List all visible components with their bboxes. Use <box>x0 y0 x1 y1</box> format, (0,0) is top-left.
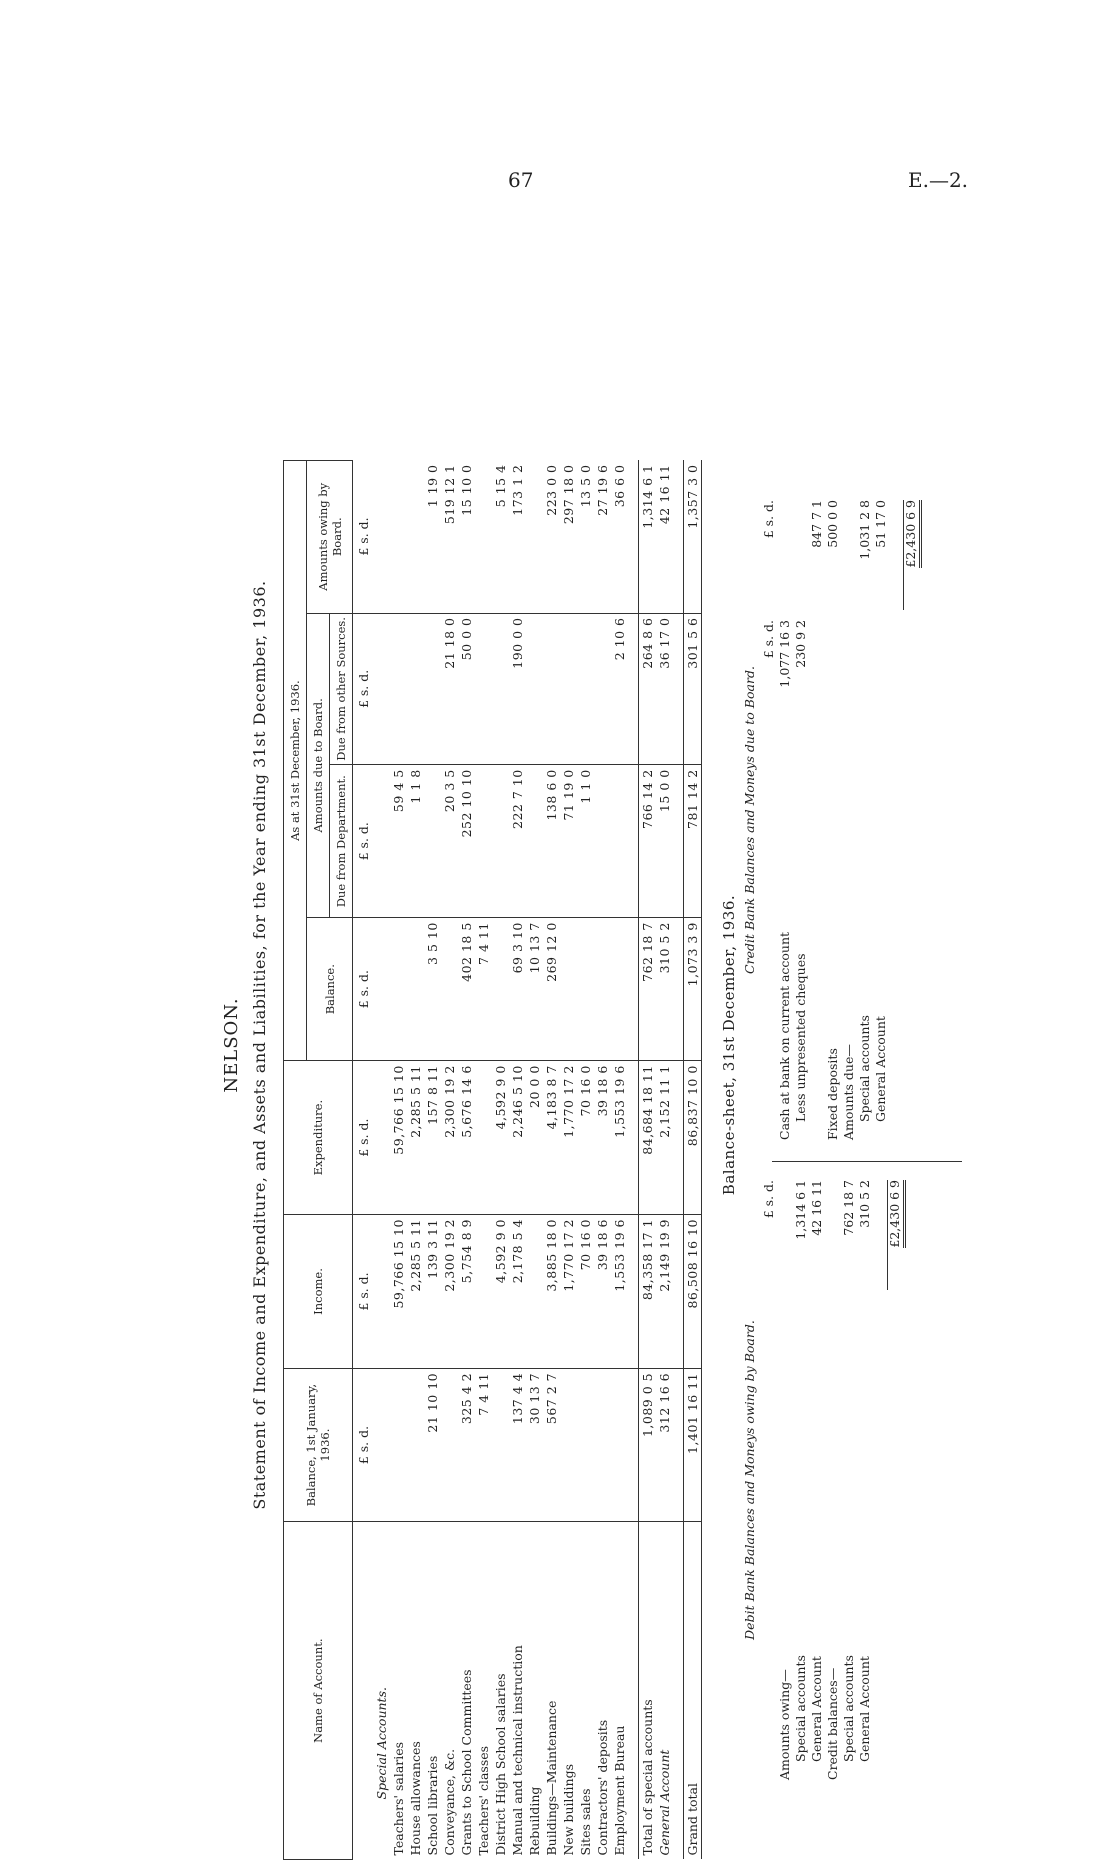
cell-bal2 <box>577 918 594 1061</box>
cell-owing: 297 18 0 <box>560 461 577 614</box>
cell-bal2 <box>594 918 611 1061</box>
units: £ s. d. <box>353 918 374 1061</box>
balance-value: 1,314 6 1 <box>793 1180 808 1240</box>
balance-sheet-title: Balance-sheet, 31st December, 1936. <box>720 894 738 1196</box>
cell-exp: 4,592 9 0 <box>492 1061 509 1215</box>
balance-row <box>777 500 793 1140</box>
cell-other: 21 18 0 <box>441 613 458 765</box>
cell-bal2 <box>390 918 407 1061</box>
units: £ s. d. <box>353 1368 374 1521</box>
cell-owing <box>390 461 407 614</box>
cell-owing: 36 6 0 <box>611 461 628 614</box>
col-owing: Amounts owing by Board. <box>307 461 353 614</box>
account-name: Employment Bureau <box>612 1725 627 1856</box>
cell-owing: 1,314 6 1 <box>639 461 657 614</box>
cell-bal1: 1,089 0 5 <box>639 1368 657 1521</box>
cell-owing: 1 19 0 <box>424 461 441 614</box>
cell-exp: 39 18 6 <box>594 1061 611 1215</box>
spacer <box>889 500 903 1140</box>
account-name: Teachers' salaries <box>391 1741 406 1856</box>
cell-other: 2 10 6 <box>611 613 628 765</box>
cell-bal2: 310 5 2 <box>656 918 673 1061</box>
cell-inc: 4,592 9 0 <box>492 1215 509 1369</box>
cell-bal2: 69 3 10 <box>509 918 526 1061</box>
col-name: Name of Account. <box>284 1522 353 1860</box>
cell-dept: 138 6 0 <box>543 765 560 918</box>
cell-bal1 <box>560 1368 577 1521</box>
cell-owing: 15 10 0 <box>458 461 475 614</box>
cell-dept <box>526 765 543 918</box>
balance-value: 1,031 2 8 <box>857 500 872 560</box>
account-name: New buildings <box>561 1763 576 1856</box>
cell-owing <box>407 461 424 614</box>
cell-other: 264 8 6 <box>639 613 657 765</box>
cell-bal1 <box>594 1368 611 1521</box>
cell-inc: 2,300 19 2 <box>441 1215 458 1369</box>
cell-inc: 59,766 15 10 <box>390 1215 407 1369</box>
units: £ s. d. <box>353 613 374 765</box>
cell-inc: 84,358 17 1 <box>639 1215 657 1369</box>
cell-exp: 4,183 8 7 <box>543 1061 560 1215</box>
units: £ s. d. <box>761 620 776 659</box>
balance-total: £2,430 6 9 <box>903 500 922 568</box>
col-as-at: As at 31st December, 1936. <box>284 461 307 1061</box>
cell-exp: 2,152 11 1 <box>656 1061 673 1215</box>
col-expenditure: Expenditure. <box>284 1061 353 1215</box>
spacer-row <box>628 461 639 1860</box>
cell-bal2: 269 12 0 <box>543 918 560 1061</box>
cell-exp: 1,553 19 6 <box>611 1061 628 1215</box>
balance-value: 51 17 0 <box>873 500 888 548</box>
town-heading: NELSON. <box>221 997 242 1093</box>
balance-value: 762 18 7 <box>841 1180 856 1236</box>
table-row <box>684 461 702 1860</box>
cell-bal1: 325 4 2 <box>458 1368 475 1521</box>
col-balance-open: Balance, 1st January, 1936. <box>284 1368 353 1521</box>
account-name: Manual and technical instruction <box>510 1645 525 1856</box>
table-row <box>560 461 577 1860</box>
table-row <box>594 461 611 1860</box>
cell-bal2: 402 18 5 <box>458 918 475 1061</box>
rotated-content <box>215 230 1035 1860</box>
cell-other <box>390 613 407 765</box>
balance-row <box>809 500 825 1140</box>
table-row <box>611 461 628 1860</box>
cell-exp <box>475 1061 492 1215</box>
balance-sheet <box>742 480 992 1780</box>
units: £ s. d. <box>761 1180 776 1219</box>
balance-row <box>857 500 873 1140</box>
section-heading: Special Accounts. <box>374 1687 389 1800</box>
units: £ s. d. <box>353 1061 374 1215</box>
balance-value: 310 5 2 <box>857 1180 872 1228</box>
account-name: Teachers' classes <box>476 1745 491 1856</box>
cell-bal2: 1,073 3 9 <box>684 918 702 1061</box>
balance-label: Fixed deposits <box>825 1048 840 1140</box>
cell-exp: 5,676 14 6 <box>458 1061 475 1215</box>
cell-bal1: 312 16 6 <box>656 1368 673 1521</box>
balance-sheet-divider <box>772 1161 962 1162</box>
table-row <box>390 461 407 1860</box>
balance-value: 42 16 11 <box>809 1180 824 1236</box>
cell-inc <box>526 1215 543 1369</box>
cell-dept: 15 0 0 <box>656 765 673 918</box>
cell-dept <box>424 765 441 918</box>
col-due-other: Due from other Sources. <box>330 613 353 765</box>
balance-row <box>825 1180 841 1780</box>
section-row <box>373 461 390 1860</box>
cell-bal1: 1,401 16 11 <box>684 1368 702 1521</box>
cell-bal2: 762 18 7 <box>639 918 657 1061</box>
balance-sheet-credit <box>742 500 919 1140</box>
balance-sheet-debit <box>742 1180 903 1780</box>
units: £ s. d. <box>353 765 374 918</box>
cell-dept: 1 1 0 <box>577 765 594 918</box>
cell-inc <box>475 1215 492 1369</box>
cell-bal1: 7 4 11 <box>475 1368 492 1521</box>
cell-dept: 222 7 10 <box>509 765 526 918</box>
balance-label: Less unpresented cheques <box>793 953 808 1122</box>
cell-inc: 70 16 0 <box>577 1215 594 1369</box>
balance-label: Amounts owing— <box>777 1669 792 1780</box>
page-code: E.—2. <box>908 168 969 192</box>
balance-total-row <box>887 1180 903 1780</box>
table-row <box>577 461 594 1860</box>
cell-other <box>560 613 577 765</box>
balance-row <box>777 1180 793 1780</box>
table-row <box>407 461 424 1860</box>
balance-label: Credit balances— <box>825 1667 840 1780</box>
cell-bal2: 7 4 11 <box>475 918 492 1061</box>
table-row <box>526 461 543 1860</box>
cell-dept: 1 1 8 <box>407 765 424 918</box>
cell-owing: 223 0 0 <box>543 461 560 614</box>
cell-dept <box>611 765 628 918</box>
table-row <box>475 461 492 1860</box>
table-row <box>509 461 526 1860</box>
account-name: Buildings—Maintenance <box>544 1700 559 1856</box>
table-row <box>458 461 475 1860</box>
balance-label: General Account <box>873 1016 888 1122</box>
cell-owing <box>475 461 492 614</box>
cell-bal1 <box>441 1368 458 1521</box>
balance-total-row <box>903 500 919 1140</box>
col-balance: Balance. <box>307 918 353 1061</box>
cell-inc: 5,754 8 9 <box>458 1215 475 1369</box>
cell-bal1: 21 10 10 <box>424 1368 441 1521</box>
cell-owing: 1,357 3 0 <box>684 461 702 614</box>
cell-bal1: 30 13 7 <box>526 1368 543 1521</box>
balance-label: Special accounts <box>857 1015 872 1122</box>
account-name: General Account <box>657 1749 672 1856</box>
balance-row <box>841 500 857 1140</box>
cell-bal2: 3 5 10 <box>424 918 441 1061</box>
debit-heading: Debit Bank Balances and Moneys owing by Board. <box>742 1320 757 1640</box>
account-name: Rebuilding <box>527 1786 542 1856</box>
balance-row <box>857 1180 873 1780</box>
balance-label: Special accounts <box>841 1655 856 1762</box>
cell-other <box>407 613 424 765</box>
account-name: District High School salaries <box>493 1673 508 1856</box>
account-name: Grants to School Committees <box>459 1669 474 1856</box>
balance-value: 500 0 0 <box>825 500 840 548</box>
balance-label: Cash at bank on current account <box>777 931 792 1140</box>
cell-dept: 766 14 2 <box>639 765 657 918</box>
table-row <box>424 461 441 1860</box>
balance-label: General Account <box>809 1656 824 1762</box>
cell-owing: 519 12 1 <box>441 461 458 614</box>
cell-other <box>577 613 594 765</box>
table-row <box>656 461 673 1860</box>
cell-other <box>492 613 509 765</box>
cell-other <box>526 613 543 765</box>
statement-table <box>283 460 702 1860</box>
col-income: Income. <box>284 1215 353 1369</box>
cell-bal2 <box>407 918 424 1061</box>
cell-bal1 <box>611 1368 628 1521</box>
cell-bal1 <box>407 1368 424 1521</box>
units: £ s. d. <box>353 461 374 614</box>
cell-inc: 1,770 17 2 <box>560 1215 577 1369</box>
cell-inc: 2,178 5 4 <box>509 1215 526 1369</box>
cell-dept <box>594 765 611 918</box>
cell-dept <box>475 765 492 918</box>
balance-row <box>873 500 889 1140</box>
cell-dept <box>492 765 509 918</box>
cell-dept: 781 14 2 <box>684 765 702 918</box>
balance-row <box>793 500 809 1140</box>
cell-owing: 42 16 11 <box>656 461 673 614</box>
cell-inc: 2,149 19 9 <box>656 1215 673 1369</box>
cell-bal1: 137 4 4 <box>509 1368 526 1521</box>
page-number: 67 <box>508 168 534 192</box>
cell-bal1: 567 2 7 <box>543 1368 560 1521</box>
cell-inc: 3,885 18 0 <box>543 1215 560 1369</box>
cell-dept: 20 3 5 <box>441 765 458 918</box>
cell-exp: 70 16 0 <box>577 1061 594 1215</box>
cell-inc: 1,553 19 6 <box>611 1215 628 1369</box>
col-amounts-due: Amounts due to Board. <box>307 613 330 918</box>
table-row <box>441 461 458 1860</box>
cell-exp: 84,684 18 11 <box>639 1061 657 1215</box>
cell-inc: 39 18 6 <box>594 1215 611 1369</box>
account-name: Grand total <box>684 1522 702 1860</box>
cell-other: 190 0 0 <box>509 613 526 765</box>
balance-row <box>809 1180 825 1780</box>
cell-bal2: 10 13 7 <box>526 918 543 1061</box>
balance-total: £2,430 6 9 <box>887 1180 906 1248</box>
cell-inc: 139 3 11 <box>424 1215 441 1369</box>
cell-exp: 2,246 5 10 <box>509 1061 526 1215</box>
cell-other: 50 0 0 <box>458 613 475 765</box>
spacer-row <box>673 461 684 1860</box>
balance-label: Amounts due— <box>841 1044 856 1140</box>
balance-row <box>841 1180 857 1780</box>
cell-owing: 173 1 2 <box>509 461 526 614</box>
cell-other: 301 5 6 <box>684 613 702 765</box>
table-row <box>639 461 657 1860</box>
units: £ s. d. <box>761 500 776 539</box>
cell-exp: 59,766 15 10 <box>390 1061 407 1215</box>
cell-owing: 27 19 6 <box>594 461 611 614</box>
cell-other <box>594 613 611 765</box>
balance-subvalue: 1,077 16 3 <box>777 620 792 688</box>
cell-owing <box>526 461 543 614</box>
account-name: Total of special accounts <box>639 1522 657 1860</box>
cell-bal1 <box>390 1368 407 1521</box>
balance-value: 847 7 1 <box>809 500 824 548</box>
table-row <box>492 461 509 1860</box>
cell-bal2 <box>492 918 509 1061</box>
statement-title: Statement of Income and Expenditure, and Assets and Liabilities, for the Year ending 31st December, 1936. <box>250 580 269 1510</box>
cell-exp: 20 0 0 <box>526 1061 543 1215</box>
cell-exp: 157 8 11 <box>424 1061 441 1215</box>
cell-dept: 252 10 10 <box>458 765 475 918</box>
cell-other <box>543 613 560 765</box>
balance-label: General Account <box>857 1656 872 1762</box>
cell-other: 36 17 0 <box>656 613 673 765</box>
balance-row <box>793 1180 809 1780</box>
cell-exp: 86,837 10 0 <box>684 1061 702 1215</box>
cell-inc: 86,508 16 10 <box>684 1215 702 1369</box>
col-due-dept: Due from Department. <box>330 765 353 918</box>
balance-subvalue: 230 9 2 <box>793 620 808 668</box>
spacer <box>873 1180 887 1780</box>
cell-bal2 <box>441 918 458 1061</box>
units-row <box>353 461 374 1860</box>
account-name: Conveyance, &c. <box>442 1748 457 1856</box>
cell-exp: 2,300 19 2 <box>441 1061 458 1215</box>
account-name: House allowances <box>408 1741 423 1856</box>
cell-other <box>424 613 441 765</box>
credit-heading: Credit Bank Balances and Moneys due to Board. <box>742 666 757 974</box>
cell-bal1 <box>492 1368 509 1521</box>
units: £ s. d. <box>353 1215 374 1369</box>
account-name: School libraries <box>425 1755 440 1856</box>
cell-bal2 <box>611 918 628 1061</box>
cell-dept: 59 4 5 <box>390 765 407 918</box>
cell-dept: 71 19 0 <box>560 765 577 918</box>
cell-bal2 <box>560 918 577 1061</box>
cell-exp: 1,770 17 2 <box>560 1061 577 1215</box>
account-name: Contractors' deposits <box>595 1719 610 1856</box>
cell-exp: 2,285 5 11 <box>407 1061 424 1215</box>
cell-owing: 5 15 4 <box>492 461 509 614</box>
balance-row <box>825 500 841 1140</box>
table-row <box>543 461 560 1860</box>
cell-bal1 <box>577 1368 594 1521</box>
cell-inc: 2,285 5 11 <box>407 1215 424 1369</box>
cell-owing: 13 5 0 <box>577 461 594 614</box>
balance-label: Special accounts <box>793 1655 808 1762</box>
cell-other <box>475 613 492 765</box>
account-name: Sites sales <box>578 1788 593 1856</box>
